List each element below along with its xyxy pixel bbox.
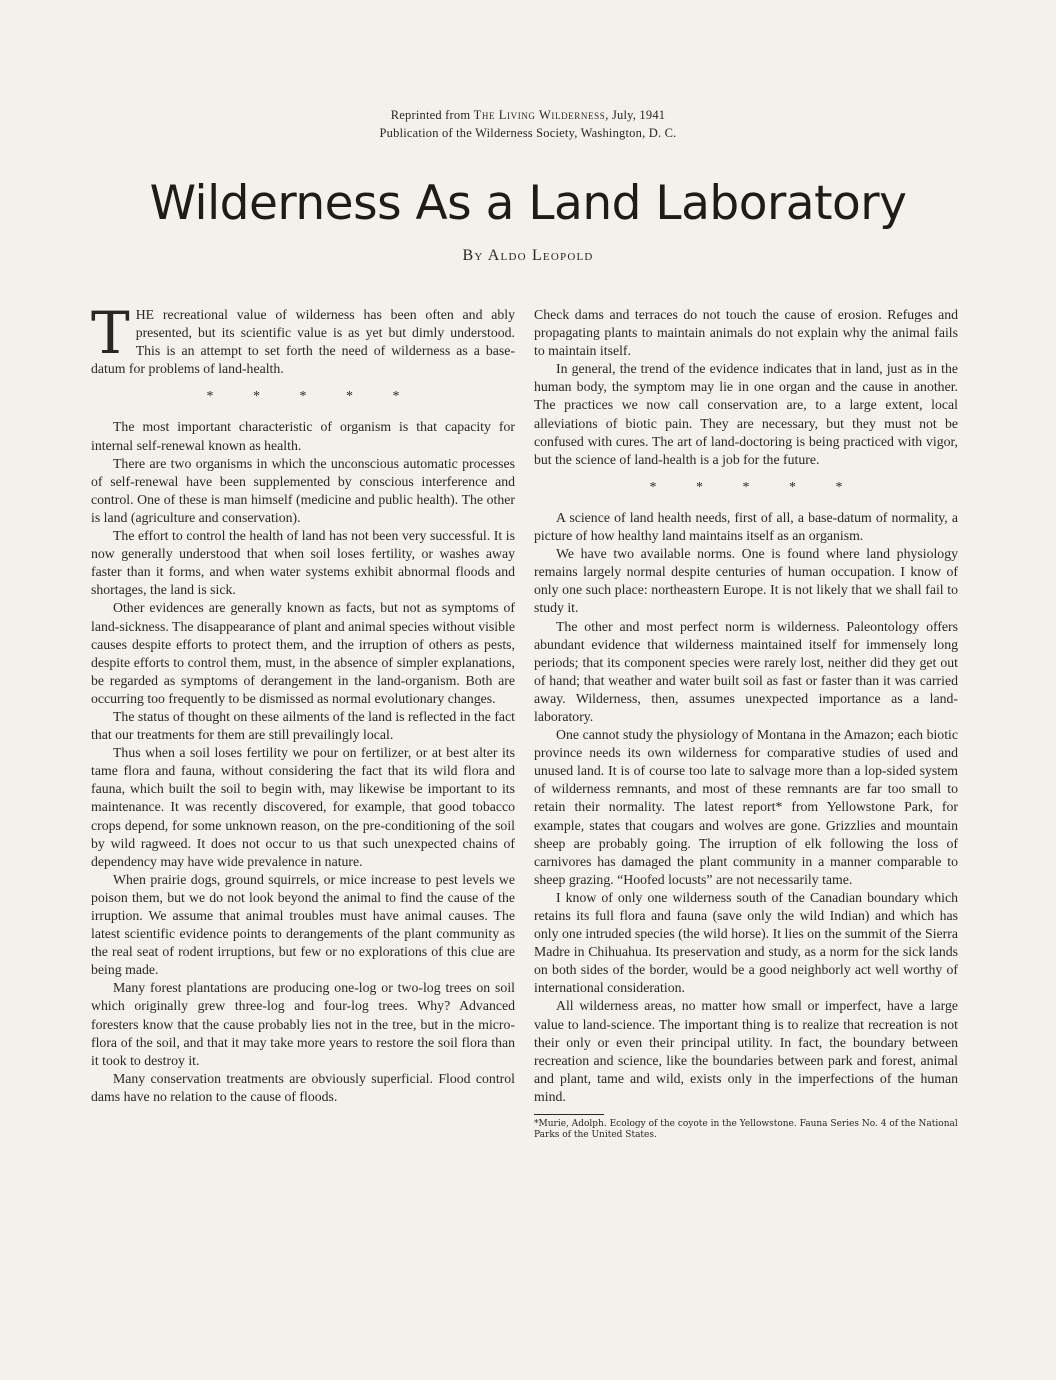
left-paragraphs: [91, 418, 515, 1106]
reprint-line: [0, 106, 1056, 124]
reprint-source: The Living Wilderness: [473, 108, 606, 122]
body-paragraph: The most important characteristic of organism is that capacity for internal self-renewal known as health.: [91, 419, 515, 453]
publication-line: Publication of the Wilderness Society, Washington, D. C.: [379, 126, 677, 140]
body-paragraph: The effort to control the health of land has not been very successful. It is now generally understood that when soil loses fertility, or washes away faster than it forms, and when water systems exhibit abnormal floods and shortages, the land is sick.: [91, 528, 515, 598]
right-paragraphs-after-break: [534, 509, 958, 1106]
body-paragraph: There are two organisms in which the unconscious automatic processes of self-renewal have been supplemented by conscious interference and control. One of these is man himself (medicine and public health). The other is land (agriculture and conservation).: [91, 455, 515, 525]
lead-smallcaps: HE: [135, 307, 155, 322]
body-paragraph: All wilderness areas, no matter how small or imperfect, have a large value to land-science. The important thing is to realize that recreation is not their only or even their principal utility. In fact, the boundary between recreation and science, like the boundaries between park and forest, animal and plant, tame and wild, exists only in the imperfections of the human mind.: [534, 998, 958, 1104]
body-paragraph: I know of only one wilderness south of the Canadian boundary which retains its full flora and fauna (save only the wild Indian) and which has only one intruded species (the wild horse). It lies on the summit of the Sierra Madre in Chihuahua. Its preservation and study, as a norm for the sick lands on both sides of the border, would be a good neighborly act well worthy of international consideration.: [534, 889, 958, 996]
lead-text: recreational value of wilderness has been often and ably presented, but its scientific value is as yet but dimly understood. This is an attempt to set forth the need of wilderness as a base-datum for problems of land-health.: [91, 307, 515, 377]
body-paragraph: The other and most perfect norm is wilderness. Paleontology offers abundant evidence that wilderness maintained itself for immensely long periods; that its component species were rarely lost, neither did they get out of hand; that weather and water built soil as fast or faster than it was carried away. Wilderness, then, assumes unexpected importance as a land-laboratory.: [534, 618, 958, 724]
right-paragraphs-before-break: [534, 360, 958, 469]
section-separator-2: * * * * *: [649, 479, 861, 495]
body-paragraph: The status of thought on these ailments of the land is reflected in the fact that our treatments for them are still prevailingly local.: [91, 708, 515, 743]
footnote: *Murie, Adolph. Ecology of the coyote in the Yellowstone. Fauna Series No. 4 of the National Parks of the United States.: [534, 1119, 958, 1141]
reprint-notice: [0, 106, 1056, 142]
left-column: [91, 299, 515, 1106]
footnote-rule: [534, 1114, 604, 1115]
article-title: Wilderness As a Land Laboratory: [149, 176, 907, 231]
right-column: [534, 306, 958, 1141]
body-paragraph: One cannot study the physiology of Montana in the Amazon; each biotic province needs its own wilderness for comparative studies of used and unused land. It is of course too late to salvage more than a lop-sided system of wilderness remnants, and most of these remnants are far too small to retain their normality. The latest report* from Yellowstone Park, for example, states that cougars and wolves are gone. Grizzlies and mountain sheep are probably going. The irruption of elk following the loss of carnivores has damaged the plant community in a manner comparable to sheep grazing. “Hoofed locusts” are not necessarily tame.: [534, 727, 958, 887]
section-separator: * * * * *: [206, 389, 418, 405]
body-paragraph: In general, the trend of the evidence indicates that in land, just as in the human body, the symptom may lie in one organ and the cause in another. The practices we now call conservation are, to a large extent, local alleviations of biotic pain. They are necessary, but they must not be confused with cures. The art of land-doctoring is being practiced with vigor, but the science of land-health is a job for the future.: [534, 361, 958, 467]
body-paragraph: When prairie dogs, ground squirrels, or mice increase to pest levels we poison them, but we do not look beyond the animal to find the cause of the irruption. We assume that animal troubles must have animal causes. The latest scientific evidence points to derangements of the plant community as the real seat of rodent irruptions, but few or no explorations of this clue are being made.: [91, 871, 515, 978]
drop-cap: T: [91, 299, 130, 367]
byline: By Aldo Leopold: [462, 247, 594, 264]
body-paragraph: A science of land health needs, first of all, a base-datum of normality, a picture of how healthy land maintains itself as an organism.: [534, 509, 958, 544]
body-paragraph: Many conservation treatments are obviously superficial. Flood control dams have no relation to the cause of floods.: [91, 1070, 515, 1104]
continued-paragraph: Check dams and terraces do not touch the cause of erosion. Refuges and propagating plants to maintain animals do not explain why the animal fails to maintain itself.: [534, 307, 958, 359]
reprint-prefix: Reprinted from: [390, 108, 471, 122]
body-paragraph: Thus when a soil loses fertility we pour on fertilizer, or at best alter its tame flora and fauna, without considering the fact that its wild flora and fauna, which built the soil to begin with, may likewise be important to its maintenance. It was recently discovered, for example, that good tobacco crops depend, for some unknown reason, on the pre-conditioning of the soil by wild ragweed. It does not occur to us that such unexpected chains of dependency may have wide prevalence in nature.: [91, 745, 515, 869]
body-paragraph: We have two available norms. One is found where land physiology remains largely normal despite centuries of human occupation. I know of only one such place: northeastern Europe. It is not likely that we shall fail to study it.: [534, 546, 958, 616]
body-paragraph: Many forest plantations are producing one-log or two-log trees on soil which originally grew three-log and four-log trees. Why? Advanced foresters know that the cause probably lies not in the tree, but in the micro-flora of the soil, and that it may take more years to restore the soil flora than it took to destroy it.: [91, 980, 515, 1068]
body-paragraph: Other evidences are generally known as facts, but not as symptoms of land-sickness. The disappearance of plant and animal species without visible causes despite efforts to protect them, and the irruption of others as pests, despite efforts to control them, must, in the absence of simpler explanations, be regarded as symptoms of derangement in the land-organism. Both are occurring too frequently to be dismissed as normal evolutionary changes.: [91, 600, 515, 706]
lead-paragraph: [91, 299, 515, 378]
reprint-date: , July, 1941: [605, 108, 666, 122]
